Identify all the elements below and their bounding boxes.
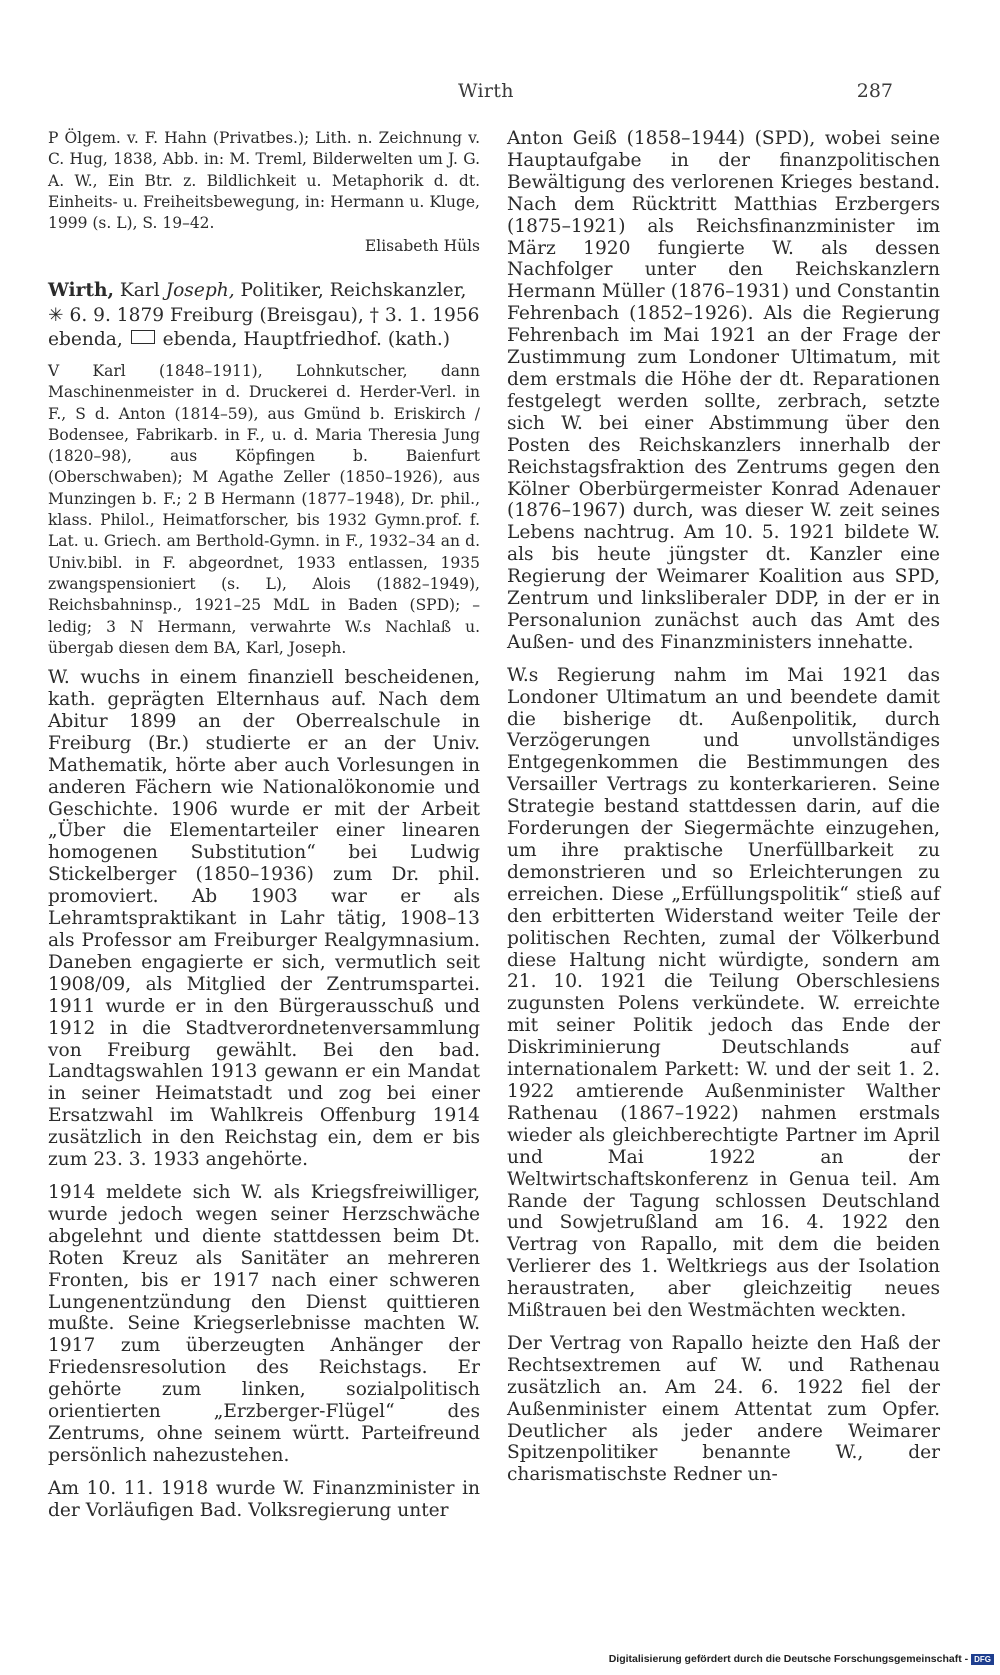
left-paragraph-2: 1914 meldete sich W. als Kriegsfreiwilliger, wurde jedoch wegen seiner Herzschwäche abgelehnt und diente stattdessen beim Dt. Roten Kreuz als Sanitäter an mehreren Fronten, bis er 1917 nach einer schweren Lungenentzündung den Dienst quittieren mußte. Seine Kriegserlebnisse machten W. 1917 zum überzeugten Anhänger der Friedensresolution des Reichstags. Er gehörte zum linken, sozialpolitisch orientierten „Erzberger-Flügel“ des Zentrums, ohne seinem württ. Parteifreund persönlich nahezustehen. [48, 1181, 480, 1466]
genealogy: V Karl (1848–1911), Lohnkutscher, dann Maschinenmeister in d. Druckerei d. Herder-Verl. in F., S d. Anton (1814–59), aus Gmünd b. Eriskirch / Bodensee, Fabrikarb. in F., u. d. Maria Theresia Jung (1820–98), aus Köpfingen b. Baienfurt (Oberschwaben); M Agathe Zeller (1850–1926), aus Munzingen b. F.; 2 B Hermann (1877–1948), Dr. phil., klass. Philol., Heimatforscher, bis 1932 Gymn.prof. f. Lat. u. Griech. am Berthold-Gymn. in F., 1932–34 an d. Univ.bibl. in F. abgeordnet, 1933 entlassen, 1935 zwangspensioniert (s. L), Alois (1882–1949), Reichsbahninsp., 1921–25 MdL in Baden (SPD); – ledig; 3 N Hermann, verwahrte W.s Nachlaß u. übergab diesen dem BA, Karl, Joseph. [48, 361, 480, 657]
burial-box-icon [131, 330, 155, 344]
footer-text: Digitalisierung gefördert durch die Deutsche Forschungsgemeinschaft - [608, 1653, 969, 1665]
entry-heading [48, 279, 480, 353]
entry-name: Wirth, [48, 280, 114, 302]
right-paragraph-2: W.s Regierung nahm im Mai 1921 das Londoner Ultimatum an und beendete damit die bisherige dt. Außenpolitik, durch Verzögerungen und unvollständiges Entgegenkommen die Bestimmungen des Versailler Vertrags zu konterkarieren. Seine Strategie bestand stattdessen darin, auf die Forderungen der Siegermächte einzugehen, um ihre praktische Unerfüllbarkeit zu demonstrieren und so Erleichterungen zu erreichen. Diese „Erfüllungspolitik“ stieß auf den erbitterten Widerstand weiter Teile der politischen Rechten, zumal der Völkerbund diese Haltung nicht würdigte, sondern am 21. 10. 1921 die Teilung Oberschlesiens zugunsten Polens verkündete. W. erreichte mit seiner Politik jedoch das Ende der Diskriminierung Deutschlands auf internationalem Parkett: W. und der seit 1. 2. 1922 amtierende Außenminister Walther Rathenau (1867–1922) nahmen erstmals wieder als gleichberechtigte Partner im April und Mai 1922 an der Weltwirtschaftskonferenz in Genua teil. Am Rande der Tagung schlossen Deutschland und Sowjetrußland am 16. 4. 1922 den Vertrag von Rapallo, mit dem die beiden Verlierer des 1. Weltkriegs aus der Isolation heraustraten, aber gleichzeitig neues Mißtrauen bei den Westmächten weckten. [507, 664, 940, 1322]
entry-head-part-2: Politiker, Reichskanzler, ✳ 6. 9. 1879 Freiburg (Breisgau), † 3. 1. 1956 ebenda, [48, 280, 480, 351]
page-number: 287 [856, 80, 893, 102]
right-paragraph-1: Anton Geiß (1858–1944) (SPD), wobei seine Hauptaufgabe in der finanzpolitischen Bewältigung des verlorenen Krieges bestand. Nach dem Rücktritt Matthias Erzbergers (1875–1921) als Reichsfinanzminister im März 1920 fungierte W. als dessen Nachfolger unter den Reichskanzlern Hermann Müller (1876–1931) und Constantin Fehrenbach (1852–1926). Als die Regierung Fehrenbach im Mai 1921 an der Frage der Zustimmung zum Londoner Ultimatum, mit dem erstmals die Höhe der dt. Reparationen festgelegt werden sollte, zerbrach, setzte sich W. bei einer Abstimmung über den Posten des Reichskanzlers innerhalb der Reichstagsfraktion des Zentrums gegen den Kölner Oberbürgermeister Konrad Adenauer (1876–1967) durch, was dieser W. zeit seines Lebens nachtrug. Am 10. 5. 1921 bildete W. als bis heute jüngster dt. Kanzler eine Regierung der Weimarer Koalition aus SPD, Zentrum und linksliberaler DDP, in der er in Personalunion zunächst auch das Amt des Außen- und des Finanzministers innehatte. [507, 128, 940, 653]
entry-head-part-1: Karl [114, 280, 166, 302]
entry-head-italic-name: Joseph, [165, 280, 235, 302]
previous-entry-sources: P Ölgem. v. F. Hahn (Privatbes.); Lith. n. Zeichnung v. C. Hug, 1838, Abb. in: M. Treml, Bilderwelten um J. G. A. W., Ein Btr. z. Bildlichkeit u. Metaphorik d. dt. Einheits- u. Freiheitsbewegung, in: Hermann u. Kluge, 1999 (s. L), S. 19–42. [48, 129, 480, 233]
running-head: Wirth [458, 80, 514, 102]
dfg-logo-icon: DFG [971, 1654, 994, 1665]
digitization-footer [609, 1653, 994, 1665]
right-paragraph-3: Der Vertrag von Rapallo heizte den Haß der Rechtsextremen auf W. und Rathenau zusätzlich an. Am 24. 6. 1922 fiel der Außenminister einem Attentat zum Opfer. Deutlicher als jeder andere Weimarer Spitzenpolitiker benannte W., der charismatischste Redner un- [507, 1332, 940, 1486]
entry-head-part-3: ebenda, Hauptfriedhof. (kath.) [162, 329, 451, 351]
left-column [48, 128, 480, 1522]
previous-entry-author: Elisabeth Hüls [364, 237, 480, 256]
left-paragraph-1: W. wuchs in einem finanziell bescheidenen, kath. geprägten Elternhaus auf. Nach dem Abitur 1899 an der Oberrealschule in Freiburg (Br.) studierte er an der Univ. Mathematik, hörte aber auch Vorlesungen in anderen Fächern wie Nationalökonomie und Geschichte. 1906 wurde er mit der Arbeit „Über die Elementarteiler einer linearen homogenen Substitution“ bei Ludwig Stickelberger (1850–1936) zum Dr. phil. promoviert. Ab 1903 war er als Lehramtspraktikant in Lahr tätig, 1908–13 als Professor am Freiburger Realgymnasium. Daneben engagierte er sich, vermutlich seit 1908/09, als Mitglied der Zentrumspartei. 1911 wurde er in den Bürgerausschuß und 1912 in die Stadtverordnetenversammlung von Freiburg gewählt. Bei den bad. Landtagswahlen 1913 gewann er ein Mandat in seiner Heimatstadt und zog bei einer Ersatzwahl im Wahlkreis Offenburg 1914 zusätzlich in den Reichstag ein, dem er bis zum 23. 3. 1933 angehörte. [48, 667, 480, 1171]
right-column [507, 128, 940, 1486]
left-paragraph-3: Am 10. 11. 1918 wurde W. Finanzminister in der Vorläufigen Bad. Volksregierung unter [48, 1477, 480, 1521]
